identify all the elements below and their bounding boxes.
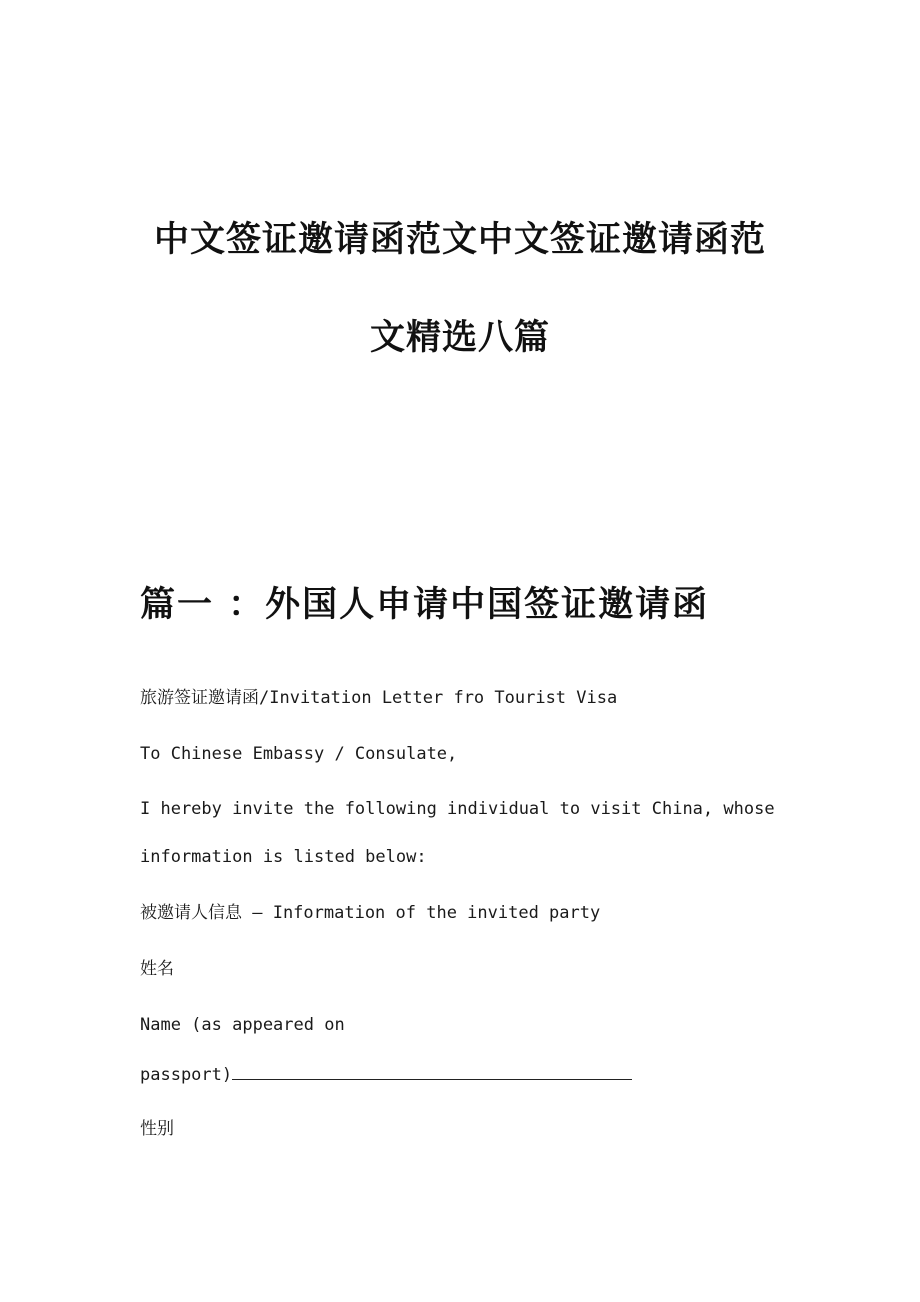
gender-label-cn: 性别 <box>140 1119 174 1139</box>
section-heading: 篇一 ：外国人申请中国签证邀请函 <box>140 584 710 625</box>
body-text-line-2: information is listed below: <box>140 847 427 867</box>
invited-party-header: 被邀请人信息 — Information of the invited party <box>140 903 601 923</box>
name-label-en-cont: passport) <box>140 1065 233 1085</box>
name-field-row <box>140 1061 632 1087</box>
salutation: To Chinese Embassy / Consulate, <box>140 744 458 764</box>
body-text-line-1: I hereby invite the following individual to visit China, whose <box>140 799 775 819</box>
name-fill-blank <box>232 1061 632 1080</box>
invitation-title: 旅游签证邀请函/Invitation Letter fro Tourist Visa <box>140 688 618 708</box>
name-label-en: Name (as appeared on <box>140 1015 345 1035</box>
name-label-cn: 姓名 <box>140 959 174 979</box>
document-title-line-1: 中文签证邀请函范文中文签证邀请函范 <box>153 219 766 260</box>
document-title-line-2: 文精选八篇 <box>369 317 550 358</box>
